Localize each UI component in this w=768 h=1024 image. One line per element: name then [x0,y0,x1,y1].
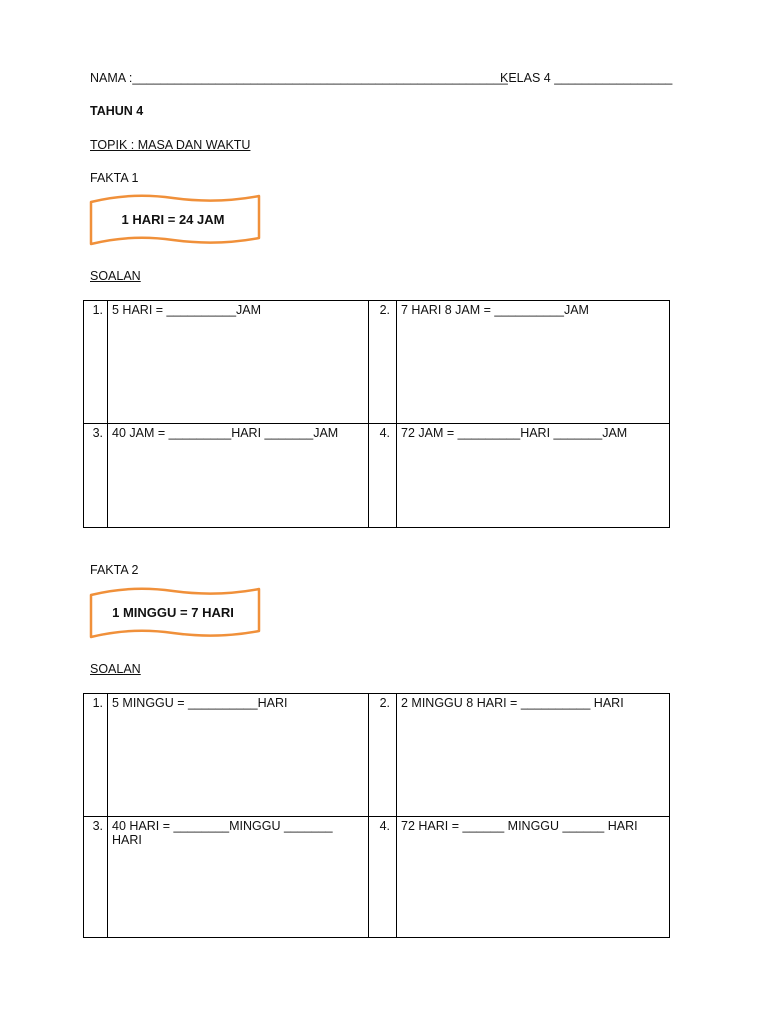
tahun-label: TAHUN 4 [90,104,144,118]
fakta-1-label: FAKTA 1 [90,171,139,185]
fakta-1-text: 1 HARI = 24 JAM [121,211,225,227]
question-number: 4. [369,817,397,938]
question-cell[interactable]: 5 HARI = __________JAM [108,301,369,424]
table-row [84,817,670,938]
question-number: 1. [84,694,108,817]
fakta-2-label: FAKTA 2 [90,563,139,577]
topik-heading: TOPIK : MASA DAN WAKTU [90,138,251,152]
question-number: 4. [369,424,397,528]
question-cell[interactable]: 40 JAM = _________HARI _______JAM [108,424,369,528]
kelas-field-line[interactable]: KELAS 4 _________________ [500,71,673,85]
table-row [84,694,670,817]
question-table-1 [83,300,670,528]
fakta-2-banner [87,585,263,643]
soalan-1-heading: SOALAN [90,269,141,283]
table-row [84,301,670,424]
nama-field-line[interactable]: NAMA :______________________________________________________ [90,71,508,85]
soalan-2-heading: SOALAN [90,662,141,676]
fakta-1-banner [87,192,263,250]
table-row [84,424,670,528]
question-cell[interactable]: 7 HARI 8 JAM = __________JAM [397,301,670,424]
question-number: 2. [369,301,397,424]
question-cell[interactable]: 72 JAM = _________HARI _______JAM [397,424,670,528]
question-cell[interactable]: 40 HARI = ________MINGGU _______ HARI [108,817,369,938]
question-number: 3. [84,424,108,528]
question-cell[interactable]: 2 MINGGU 8 HARI = __________ HARI [397,694,670,817]
question-cell[interactable]: 72 HARI = ______ MINGGU ______ HARI [397,817,670,938]
question-table-2 [83,693,670,938]
fakta-2-text: 1 MINGGU = 7 HARI [112,604,234,620]
question-cell[interactable]: 5 MINGGU = __________HARI [108,694,369,817]
question-number: 3. [84,817,108,938]
question-number: 2. [369,694,397,817]
question-number: 1. [84,301,108,424]
